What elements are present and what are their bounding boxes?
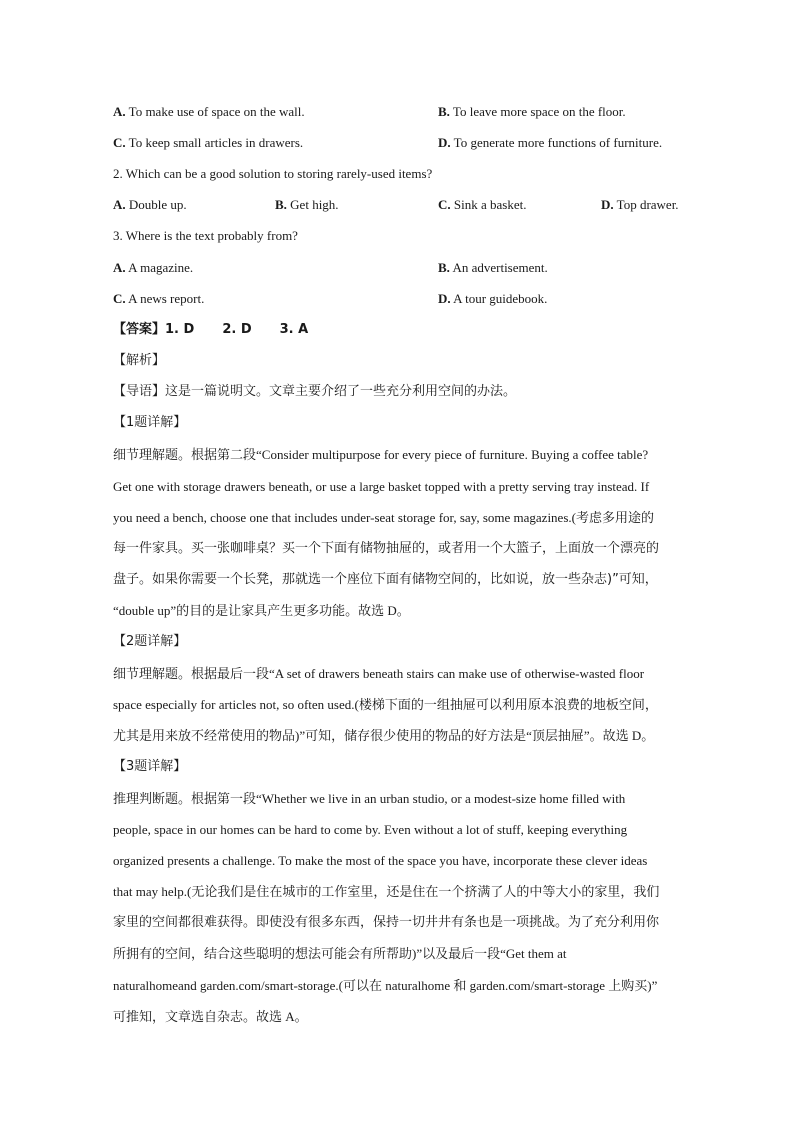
- detail1-line: Get one with storage drawers beneath, or use a large basket topped with a pretty serving tray instead. If: [113, 479, 650, 494]
- option-text: Top drawer.: [613, 197, 679, 212]
- detail3-line: 家里的空间都很难获得。即使没有很多东西，保持一切井井有条也是一项挑战。为了充分利用你: [113, 915, 660, 930]
- detail3-line: 可推知，文章选自杂志。故选 A。: [113, 1009, 308, 1024]
- option-letter: A.: [113, 197, 126, 212]
- detail2-heading: 【2题详解】: [113, 634, 187, 649]
- option-text: A magazine.: [125, 260, 194, 275]
- q2-stem: 2. Which can be a good solution to storing rarely-used items?: [113, 166, 433, 181]
- detail3-heading: 【3题详解】: [113, 759, 187, 774]
- option-letter: C.: [113, 291, 126, 306]
- option-text: To make use of space on the wall.: [125, 104, 305, 119]
- option-text: A tour guidebook.: [450, 291, 548, 306]
- option-letter: D.: [601, 197, 614, 212]
- option-text: To generate more functions of furniture.: [450, 135, 663, 150]
- option-text: An advertisement.: [449, 260, 548, 275]
- detail1-line: 细节理解题。根据第二段“Consider multipurpose for every piece of furniture. Buying a coffee table?: [113, 447, 649, 462]
- detail3-line: organized presents a challenge. To make the most of the space you have, incorporate these clever ideas: [113, 853, 648, 868]
- detail2-line: space especially for articles not, so often used.(楼梯下面的一组抽屉可以利用原本浪费的地板空间，: [113, 697, 658, 712]
- detail1-line: you need a bench, choose one that includes under-seat storage for, say, some magazines.(考虑多用途的: [113, 510, 654, 525]
- q1-option-b: [438, 102, 626, 122]
- option-letter: B.: [438, 260, 450, 275]
- detail3-line: 所拥有的空间，结合这些聪明的想法可能会有所帮助)”以及最后一段“Get them at: [113, 946, 567, 961]
- q1-option-d: [438, 133, 662, 153]
- option-text: Get high.: [286, 197, 339, 212]
- detail2-line: 尤其是用来放不经常使用的物品)”可知，储存很少使用的物品的好方法是“顶层抽屉”。故选 D。: [113, 728, 655, 743]
- q3-stem: 3. Where is the text probably from?: [113, 228, 298, 243]
- q3-option-b: [438, 258, 548, 278]
- option-letter: C.: [113, 135, 126, 150]
- q3-option-c: [113, 289, 204, 309]
- detail1-line: 每一件家具。买一张咖啡桌？买一个下面有储物抽屉的，或者用一个大篮子，上面放一个漂亮的: [113, 541, 660, 556]
- detail3-line: people, space in our homes can be hard to come by. Even without a lot of stuff, keeping everything: [113, 822, 628, 837]
- option-letter: A.: [113, 104, 126, 119]
- option-letter: D.: [438, 291, 451, 306]
- option-letter: A.: [113, 260, 126, 275]
- option-letter: B.: [438, 104, 450, 119]
- intro: 【导语】这是一篇说明文。文章主要介绍了一些充分利用空间的办法。: [113, 384, 517, 399]
- option-text: A news report.: [125, 291, 205, 306]
- detail1-line: 盘子。如果你需要一个长凳，那就选一个座位下面有储物空间的，比如说，放一些杂志)”可知，: [113, 572, 658, 587]
- detail1-heading: 【1题详解】: [113, 415, 187, 430]
- q1-option-a: [113, 102, 305, 122]
- option-text: Sink a basket.: [450, 197, 527, 212]
- option-letter: C.: [438, 197, 451, 212]
- option-text: To keep small articles in drawers.: [125, 135, 304, 150]
- answer-line: [113, 320, 308, 340]
- q3-option-a: [113, 258, 193, 278]
- detail3-line: naturalhomeand garden.com/smart-storage.(可以在 naturalhome 和 garden.com/smart-storage 上购买)”: [113, 978, 658, 993]
- detail2-line: 细节理解题。根据最后一段“A set of drawers beneath stairs can make use of otherwise-wasted floor: [113, 666, 645, 681]
- option-letter: D.: [438, 135, 451, 150]
- q2-option-d: [601, 195, 679, 215]
- detail3-line: 推理判断题。根据第一段“Whether we live in an urban studio, or a modest-size home filled with: [113, 791, 626, 806]
- q2-option-c: [438, 195, 526, 215]
- answer-label: 【答案】: [113, 322, 166, 337]
- q1-option-c: [113, 133, 303, 153]
- answer-1: 1. D: [165, 322, 195, 337]
- analysis-label: 【解析】: [113, 353, 166, 368]
- option-letter: B.: [275, 197, 287, 212]
- detail3-line: that may help.(无论我们是住在城市的工作室里，还是住在一个挤满了人的中等大小的家里，我们: [113, 884, 660, 899]
- option-text: To leave more space on the floor.: [449, 104, 626, 119]
- option-text: Double up.: [125, 197, 187, 212]
- q3-option-d: [438, 289, 547, 309]
- answer-2: 2. D: [222, 322, 252, 337]
- answer-3: 3. A: [279, 322, 309, 337]
- q2-option-a: [113, 195, 187, 215]
- detail1-line: “double up”的目的是让家具产生更多功能。故选 D。: [113, 603, 410, 618]
- q2-option-b: [275, 195, 339, 215]
